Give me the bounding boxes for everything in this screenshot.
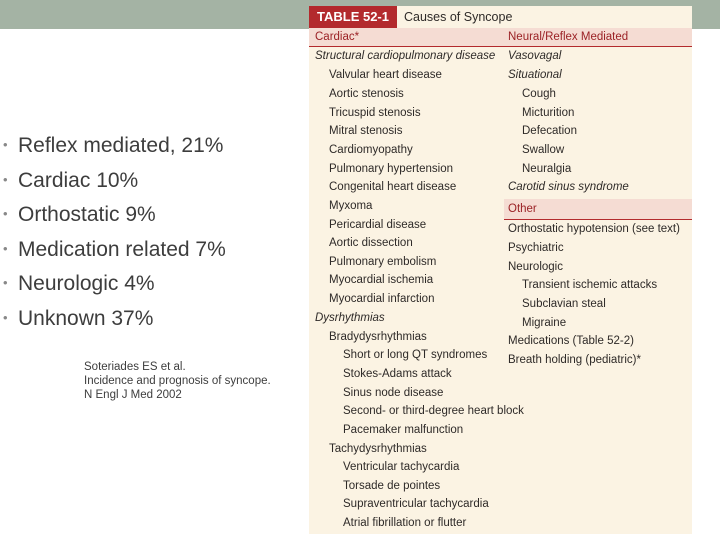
cardiac-header: Cardiac* xyxy=(315,31,360,43)
table-cell: Neurologic xyxy=(508,261,563,273)
other-header-row xyxy=(504,199,692,220)
bullet-item: • Neurologic 4% xyxy=(0,268,305,303)
neural-reflex-header: Neural/Reflex Mediated xyxy=(508,31,629,43)
table-cell: Sinus node disease xyxy=(343,387,444,399)
table-cell: Congenital heart disease xyxy=(329,181,457,193)
bullet-item: • Orthostatic 9% xyxy=(0,199,305,234)
citation-authors: Soteriades ES et al. xyxy=(84,361,186,373)
table-cell: Tricuspid stenosis xyxy=(329,107,421,119)
table-cell: Cough xyxy=(522,88,556,100)
table-cell: Structural cardiopulmonary disease xyxy=(315,50,496,62)
table-cell: Swallow xyxy=(522,144,565,156)
table-cell: Orthostatic hypotension (see text) xyxy=(508,223,680,235)
table-header-row xyxy=(309,28,692,47)
table-cell: Carotid sinus syndrome xyxy=(508,181,629,193)
bullet-dot-icon: • xyxy=(3,206,8,221)
table-cell: Breath holding (pediatric)* xyxy=(508,354,641,366)
table-cell: Pacemaker malfunction xyxy=(343,424,464,436)
table-cell: Medications (Table 52-2) xyxy=(508,335,634,347)
bullet-dot-icon: • xyxy=(3,240,8,256)
table-cell: Micturition xyxy=(522,107,575,119)
table-cell: Atrial fibrillation or flutter xyxy=(343,517,467,529)
citation-journal: N Engl J Med 2002 xyxy=(84,389,182,401)
citation xyxy=(84,360,304,402)
table-cell: Vasovagal xyxy=(508,50,562,62)
table-cell: Migraine xyxy=(522,317,567,329)
citation-title: Incidence and prognosis of syncope. xyxy=(84,375,271,387)
table-title: Causes of Syncope xyxy=(404,10,513,24)
table-cell: Pulmonary hypertension xyxy=(329,163,454,175)
table-cell: Short or long QT syndromes xyxy=(343,349,488,361)
table-cell: Stokes-Adams attack xyxy=(343,368,452,380)
table-cell: Torsade de pointes xyxy=(343,480,441,492)
bullet-dot-icon: • xyxy=(3,275,8,290)
table-cell: Aortic stenosis xyxy=(329,88,404,100)
table-cell: Mitral stenosis xyxy=(329,125,403,137)
table-cell: Defecation xyxy=(522,125,577,137)
table-cell: Aortic dissection xyxy=(329,237,413,249)
table-number: TABLE 52-1 xyxy=(309,6,397,28)
bullet-dot-icon: • xyxy=(3,309,8,325)
table-cell: Second- or third-degree heart block xyxy=(343,405,524,417)
bullet-item: • Cardiac 10% xyxy=(0,165,305,200)
table-cell: Situational xyxy=(508,69,562,81)
table-cell: Bradydysrhythmias xyxy=(329,331,427,343)
bullet-list xyxy=(0,130,305,337)
bullet-item: • Medication related 7% xyxy=(0,234,305,269)
table-cell: Tachydysrhythmias xyxy=(329,443,427,455)
table-cell: Psychiatric xyxy=(508,242,564,254)
bullet-item: • Reflex mediated, 21% xyxy=(0,130,305,165)
table-cell: Pericardial disease xyxy=(329,219,427,231)
bullet-item: • Unknown 37% xyxy=(0,303,305,338)
syncope-causes-table xyxy=(309,6,692,534)
bullet-dot-icon: • xyxy=(3,137,8,152)
table-cell: Subclavian steal xyxy=(522,298,606,310)
table-title-bar xyxy=(309,6,692,28)
other-header: Other xyxy=(508,203,537,215)
table-cell: Myxoma xyxy=(329,200,373,212)
table-cell: Myocardial infarction xyxy=(329,293,435,305)
table-cell: Transient ischemic attacks xyxy=(522,279,658,291)
table-cell: Ventricular tachycardia xyxy=(343,461,460,473)
table-cell: Supraventricular tachycardia xyxy=(343,498,489,510)
table-cell: Cardiomyopathy xyxy=(329,144,413,156)
table-cell: Pulmonary embolism xyxy=(329,256,437,268)
table-cell: Myocardial ischemia xyxy=(329,274,434,286)
table-cell: Neuralgia xyxy=(522,163,572,175)
table-cell: Valvular heart disease xyxy=(329,69,442,81)
bullet-dot-icon: • xyxy=(3,171,8,187)
table-cell: Dysrhythmias xyxy=(315,312,385,324)
